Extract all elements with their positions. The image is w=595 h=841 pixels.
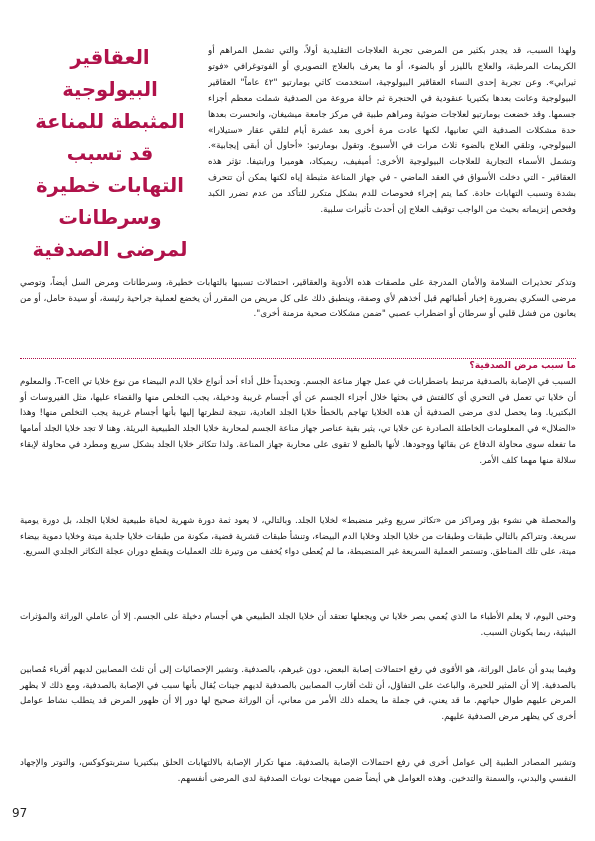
title-line: المثبطة للمناعة — [35, 110, 185, 133]
paragraph-immune-cause: السبب في الإصابة بالصدفية مرتبط باضطرابات في عمل جهاز مناعة الجسم. وتحديداً خلل أداء أحد أنواع خلايا الدم البيضاء من نوع خلايا تي T-cell. والمعلوم أن خلايا تي تعمل في التحري أي كالفتش في بحثها خلال أجزاء الجسم عن أي أجسام غريبة ودخيلة، يجب التخلص منها والقضاء عليها، مثل الفيروسات أو البكتيريا. وما يحصل لدى مرضى الصدفية أن هذه الخلايا تهاجم بالخطأ خلايا الجلد العادية، نتيجة لنظرتها إليها بأنها أجسام غريبة يجب التخلص منها! وهذا «الضلال» في المعلومات الخاطئة الصادرة عن خلايا تي، يثير بقية عناصر جهاز مناعة الجسم لمحاربة خلايا الجلد الطبيعية البريئة. وهنا لا تجد خلايا الجلد أمامها ما تفعله سوى محاولة الدفاع عن بقائها ووجودها. لأنها بالطبع لا تقوى على محاربة جهاز المناعة. ولذا تتكاثر خلايا الجلد بشكل سريع ومطرد في محاولة لإبقاء سلالة منها مهما كلف الأمر. — [20, 377, 576, 466]
paragraph-safety-warnings: وتذكر تحذيرات السلامة والأمان المدرجة على ملصقات هذه الأدوية والعقاقير، احتمالات تسببها بالتهابات خطيرة، وسرطانات ومرض السل أيضاً، وتوصي مرضى السكري بضرورة إخبار أطبائهم قبل أخذهم لأي وصفة، وينطبق ذلك على كل مريض من المقرر أن يخضع لعملية جراحية رئيسة، أو سيدة حامل، أو من يعانون من فشل قلبي أو سرطان أو اضطراب عصبي "ضمن مشكلات صحية مزمنة أخرى". — [20, 278, 576, 320]
title-line: قد تسبب — [66, 142, 154, 165]
title-line: البيولوجية — [62, 78, 158, 101]
title-line: التهابات خطيرة — [36, 174, 184, 197]
paragraph-unknown-cause: وحتى اليوم، لا يعلم الأطباء ما الذي يُعمي بصر خلايا تي ويجعلها تعتقد أن خلايا الجلد الطبيعي هي أجسام دخيلة على الجسم. إلا أن عاملي الوراثة والمؤثرات البيئية، ربما يكونان السبب. — [20, 612, 576, 638]
page-number: 97 — [12, 806, 28, 820]
title-line: لمرضى الصدفية — [32, 238, 188, 261]
article-title — [20, 42, 200, 261]
section-heading: ما سبب مرض الصدفية؟ — [469, 360, 576, 371]
paragraph-other-factors: وتشير المصادر الطبية إلى عوامل أخرى في رفع احتمالات الإصابة بالصدفية. منها تكرار الإصابة بالالتهابات الحلق ببكتيريا ستربتوكوكس، والتوتر والإجهاد النفسي والبدني، والسمنة والتدخين. وهذه العوامل هي أيضاً ضمن مهيجات نوبات الصدفية لدى المرضى أنفسهم. — [20, 758, 576, 784]
paragraph-cell-growth: والمحصلة هي نشوء بؤر ومراكز من «تكاثر سريع وغير منضبط» لخلايا الجلد. وبالتالي، لا يعود ثمة دورة شهرية لحياة طبيعية لخلايا الجلد، بل دورة يومية سريعة. وتتراكم بالتالي طبقات وطبقات من خلايا الجلد وخلايا الدم البيضاء، وتنشأ طبقات قشرية فضية، مكونة من طبقات خلايا جلدية ميتة وخلايا دموية بيضاء ميتة، على تلك المناطق. وتستمر العملية السريعة غير المنضبطة، ما لم يُعطى دواء يُخفف من وتيرة تلك العمليات ويقطع دوران عجلة التكاثر الجلدي السريع. — [20, 516, 576, 558]
intro-paragraph: ولهذا السبب، قد يجدر بكثير من المرضى تجربة العلاجات التقليدية أولاً، والتي تشمل المراهم أو الكريمات المرطبة، والعلاج بالليزر أو بالضوء، أو ما يعرف بالعلاج التصويري أو الفوتوغرافي «فوتو ثيرابي». وعن تجربة إحدى النساء العقاقير البيولوجية، استخدمت كاثي بومارتيو "٤٢ عاماً" العقاقير البيولوجية وعانت بعدها بكتيريا عنقودية في الحنجرة ثم حالة مروعة من الصدفية شملت معظم أجزاء جسمها. وقد خضعت بومارتيو لعلاجات ضوئية ومراهم طبية في مركز جامعة ميشيغان، وانحسرت بعدها حدة مشكلات الصدفية التي تعانيها، لكنها عادت مرة أخرى بعد عشرة أيام لتلقي عقار «ستيلارا» البيولوجي، وتلقي العلاج بالضوء ثلاث مرات في الأسبوع. وتقول بومارتيو: «أحاول أن أبقى إيجابية». وتشمل الأسماء التجارية للعلاجات البيولوجية الأخرى: أميفيف، ريميكاد، هوميرا ورابتيفا. تؤثر هذه العقاقير - التي دخلت الأسواق في العقد الماضي - في جهاز المناعة مثبطة إياه لكنها يمكن أن تتحرف بشدة وتسبب التهابات حادة. كما يتم إجراء فحوصات للدم بشكل متكرر للتأكد من عدم تضرر الكبد وفحص إنزيماته بحيث من الواجب توقيف العلاج إن أحدث تأثيرات سلبية. — [208, 46, 576, 216]
paragraph-heredity: وفيما يبدو أن عامل الوراثة، هو الأقوى في رفع احتمالات إصابة البعض، دون غيرهم، بالصدفية. وتشير الإحصائيات إلى أن ثلث المصابين لديهم أقرباء مُصابين بالصدفية. إلا أن المثير للحيرة، والباعث على التفاؤل، أن ثلث أقارب المصابين بالصدفية لديهم جينات يُقال بأنها سبب في الإصابة بالصدفية، ومع ذلك لا يظهر المرض عليهم طوال حياتهم. ما قد يعني، في جملة ما يحمله ذلك الأمر من معاني، أن الوراثة صحيح لها دور إلا أن ظهور المرض قد يتطلب نشاط عوامل أخرى كي يظهر مرض الصدفية عليهم. — [20, 665, 576, 723]
title-line: وسرطانات — [58, 206, 162, 229]
title-line: العقاقير — [70, 46, 150, 69]
